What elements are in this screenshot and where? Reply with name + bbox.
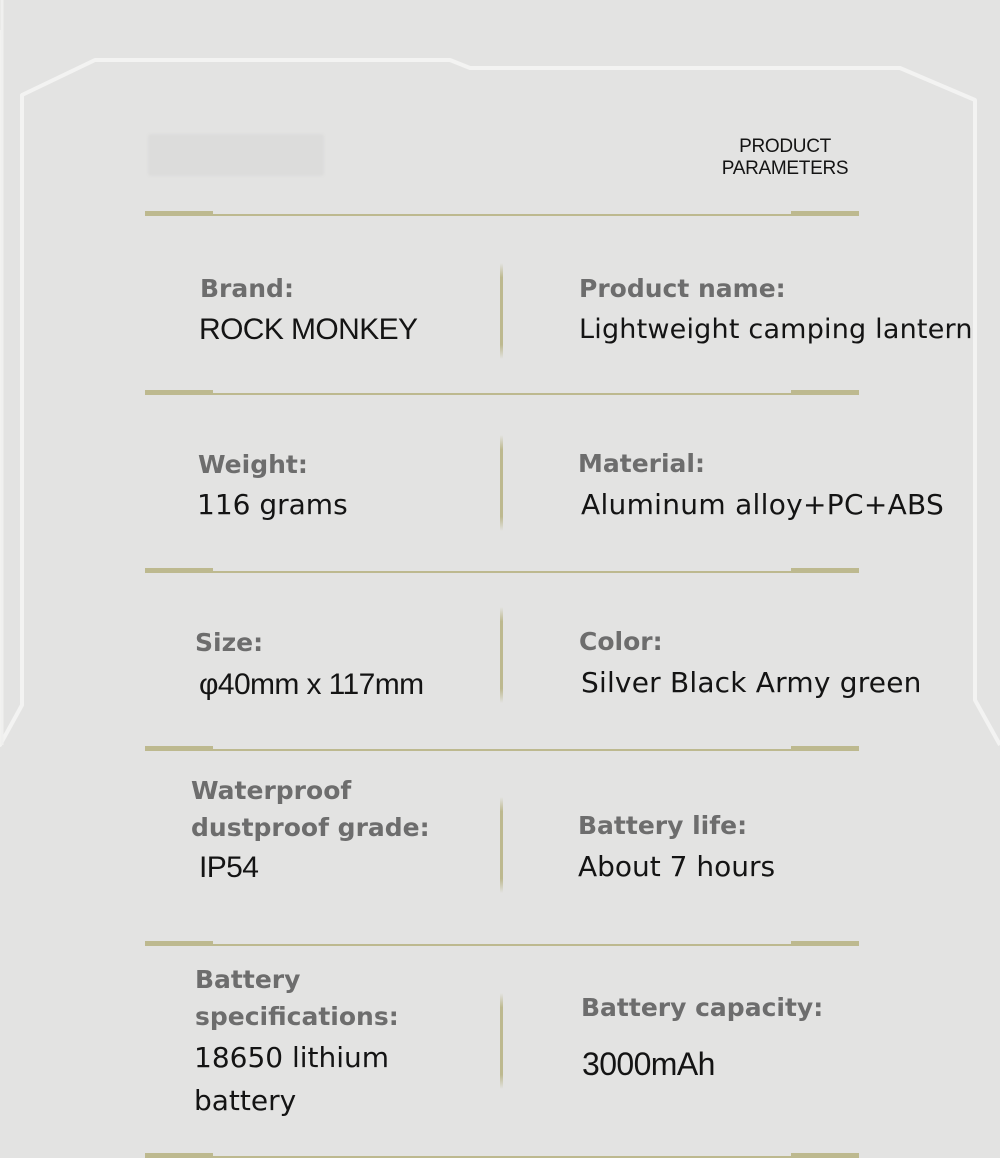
column-separator-1 xyxy=(500,263,503,359)
brand-label: Brand: xyxy=(200,274,294,303)
waterproof-label-line1: Waterproof xyxy=(191,776,352,805)
divider-6 xyxy=(145,1153,859,1158)
divider-3 xyxy=(145,568,859,573)
color-label: Color: xyxy=(579,627,663,656)
column-separator-3 xyxy=(500,607,503,703)
battery-life-value: About 7 hours xyxy=(578,850,776,883)
battery-spec-label-line2: specifications: xyxy=(195,1002,399,1031)
waterproof-label-line2: dustproof grade: xyxy=(191,813,430,842)
battery-spec-label-line1: Battery xyxy=(195,965,301,994)
divider-1 xyxy=(145,211,859,216)
column-separator-5 xyxy=(500,993,503,1089)
battery-capacity-value: 3000mAh xyxy=(582,1046,715,1082)
divider-4 xyxy=(145,746,859,751)
header-logo-placeholder xyxy=(148,134,324,176)
battery-spec-value-line1: 18650 lithium xyxy=(194,1041,390,1074)
weight-label: Weight: xyxy=(198,450,308,479)
page-title-line2: PARAMETERS xyxy=(721,158,849,179)
divider-5 xyxy=(145,941,859,946)
product-name-label: Product name: xyxy=(579,274,786,303)
size-label: Size: xyxy=(195,628,264,657)
column-separator-2 xyxy=(500,435,503,531)
waterproof-value: IP54 xyxy=(199,851,259,884)
weight-value: 116 grams xyxy=(197,488,348,521)
material-label: Material: xyxy=(578,449,705,478)
material-value: Aluminum alloy+PC+ABS xyxy=(581,488,945,521)
color-value: Silver Black Army green xyxy=(581,666,922,699)
divider-2 xyxy=(145,390,859,395)
product-name-value: Lightweight camping lantern xyxy=(579,314,973,345)
page-title-line1: PRODUCT xyxy=(739,136,831,157)
column-separator-4 xyxy=(500,797,503,893)
brand-value: ROCK MONKEY xyxy=(199,313,418,346)
size-value: φ40mm x 117mm xyxy=(199,668,424,701)
page-title xyxy=(700,136,870,180)
battery-spec-value-line2: battery xyxy=(194,1084,297,1117)
battery-capacity-label: Battery capacity: xyxy=(581,993,824,1022)
battery-life-label: Battery life: xyxy=(578,811,748,840)
